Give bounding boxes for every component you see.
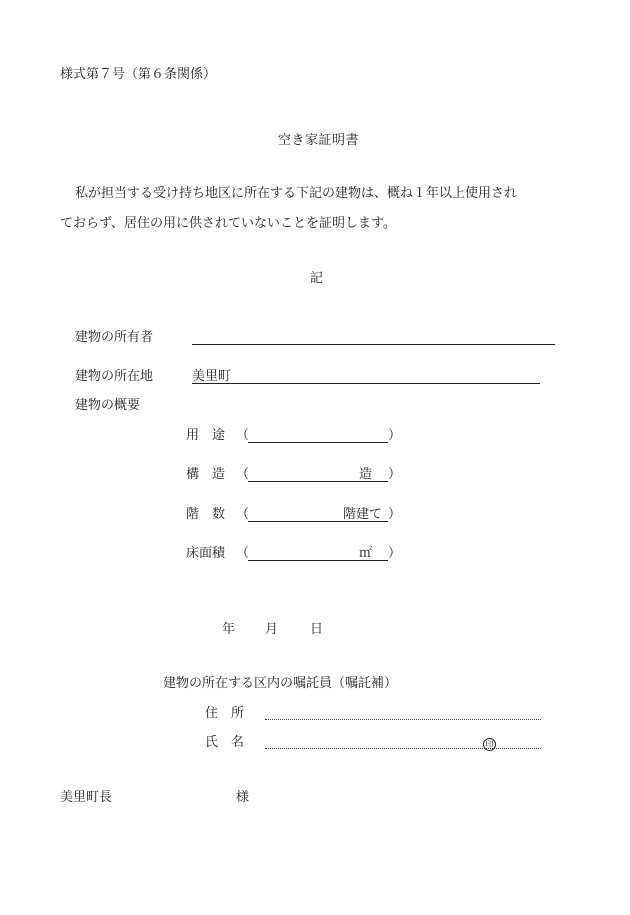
signer-name-label: 氏 名 bbox=[205, 735, 245, 750]
body-line-2: ておらず、居住の用に供されていないことを証明します。 bbox=[60, 216, 396, 231]
structure-label: 構 造 bbox=[186, 467, 226, 482]
form-label: 様式第７号（第６条関係） bbox=[60, 67, 217, 82]
structure-open-paren: （ bbox=[236, 467, 250, 482]
date-year: 年 bbox=[222, 622, 236, 637]
floors-label: 階 数 bbox=[186, 507, 226, 522]
location-label: 建物の所在地 bbox=[75, 369, 154, 384]
owner-label: 建物の所有者 bbox=[75, 330, 154, 345]
area-open-paren: （ bbox=[236, 546, 250, 561]
structure-suffix: 造 bbox=[359, 467, 373, 482]
body-line-1: 私が担当する受け持ち地区に所在する下記の建物は、概ね１年以上使用され bbox=[75, 186, 518, 201]
area-close-paren: ） bbox=[388, 546, 402, 561]
location-prefix: 美里町 bbox=[192, 369, 232, 384]
signer-title: 建物の所在する区内の嘱託員（嘱託補） bbox=[163, 676, 398, 691]
signer-name-dotted-line bbox=[265, 748, 541, 749]
area-label: 床面積 bbox=[186, 546, 226, 561]
signer-address-dotted-line bbox=[265, 719, 541, 720]
document-title: 空き家証明書 bbox=[278, 133, 360, 148]
addressee-name: 美里町長 bbox=[60, 790, 113, 805]
floors-close-paren: ） bbox=[388, 507, 402, 522]
overview-label: 建物の概要 bbox=[75, 398, 141, 413]
addressee-honorific: 様 bbox=[236, 790, 250, 805]
usage-open-paren: （ bbox=[236, 428, 250, 443]
date-day: 日 bbox=[310, 622, 324, 637]
structure-close-paren: ） bbox=[388, 467, 402, 482]
owner-underline bbox=[192, 344, 555, 345]
date-month: 月 bbox=[265, 622, 279, 637]
usage-close-paren: ） bbox=[388, 428, 402, 443]
seal-mark: 印 bbox=[483, 738, 496, 751]
usage-label: 用 途 bbox=[186, 428, 226, 443]
floors-suffix: 階建て bbox=[343, 507, 383, 522]
ki-heading: 記 bbox=[310, 271, 324, 286]
location-underline bbox=[192, 383, 540, 384]
signer-address-label: 住 所 bbox=[205, 706, 245, 721]
floors-open-paren: （ bbox=[236, 507, 250, 522]
usage-underline bbox=[248, 442, 388, 443]
area-suffix: ㎡ bbox=[359, 546, 373, 561]
